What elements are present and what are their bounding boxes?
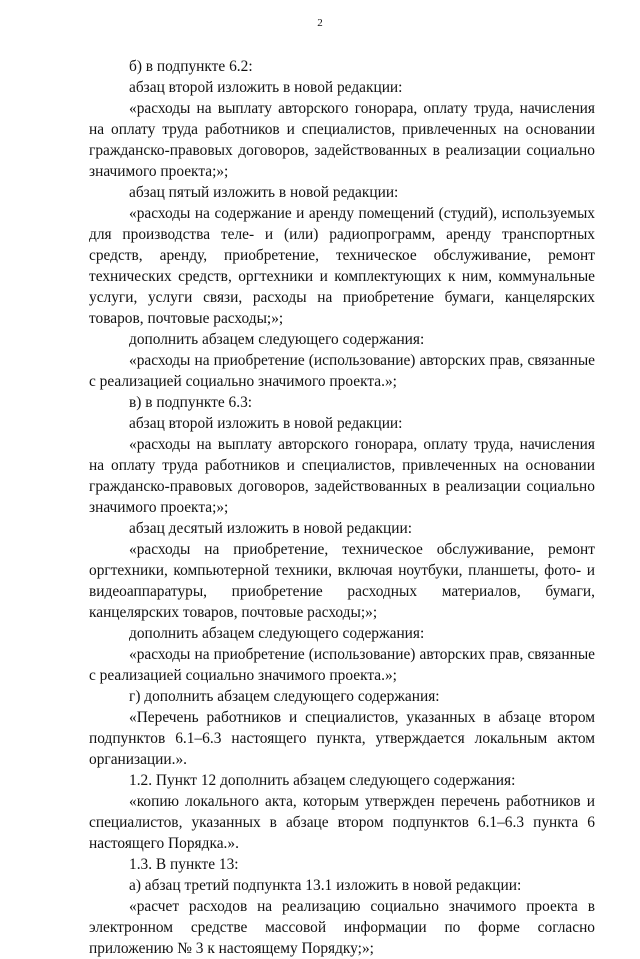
paragraph: «Перечень работников и специалистов, указанных в абзаце втором подпунктов 6.1–6.3 настоящего пункта, утверждается локальным актом организации.». <box>89 709 595 768</box>
paragraph: б) в подпункте 6.2: <box>129 58 253 75</box>
paragraph: абзац десятый изложить в новой редакции: <box>129 520 412 537</box>
paragraph: «расходы на выплату авторского гонорара, оплату труда, начисления на оплату труда работников и специалистов, привлеченных на основании гражданско-правовых договоров, задействованных в реализации социально значимого проекта;»; <box>89 100 595 180</box>
paragraph: в) в подпункте 6.3: <box>129 394 253 411</box>
paragraph: 1.3. В пункте 13: <box>129 856 239 873</box>
paragraph: «расходы на приобретение (использование) авторских прав, связанные с реализацией социально значимого проекта.»; <box>89 352 595 390</box>
paragraph: г) дополнить абзацем следующего содержания: <box>129 688 440 705</box>
paragraph: «расходы на содержание и аренду помещений (студий), используемых для производства теле- и (или) радиопрограмм, аренду транспортных средств, аренду, приобретение, техническое обслуживание, ремонт технических средств, оргтехники и комплектующих к ним, коммунальные услуги, услуги связи, расходы на приобретение бумаги, канцелярских товаров, почтовые расходы;»; <box>89 205 595 327</box>
paragraph: 1.2. Пункт 12 дополнить абзацем следующего содержания: <box>129 772 516 789</box>
paragraph: абзац второй изложить в новой редакции: <box>129 79 403 96</box>
document-body <box>89 56 595 959</box>
paragraph: дополнить абзацем следующего содержания: <box>129 331 425 348</box>
paragraph: дополнить абзацем следующего содержания: <box>129 625 425 642</box>
page-number: 2 <box>317 17 323 29</box>
paragraph: «расходы на выплату авторского гонорара, оплату труда, начисления на оплату труда работников и специалистов, привлеченных на основании гражданско-правовых договоров, задействованных в реализации социально значимого проекта;»; <box>89 436 595 516</box>
paragraph: «расчет расходов на реализацию социально значимого проекта в электронном средстве массовой информации по форме согласно приложению № 3 к настоящему Порядку;»; <box>89 898 595 957</box>
paragraph: абзац пятый изложить в новой редакции: <box>129 184 399 201</box>
paragraph: абзац второй изложить в новой редакции: <box>129 415 403 432</box>
paragraph: «копию локального акта, которым утвержден перечень работников и специалистов, указанных в абзаце втором подпунктов 6.1–6.3 пункта 6 настоящего Порядка.». <box>89 793 595 852</box>
paragraph: а) абзац третий подпункта 13.1 изложить в новой редакции: <box>129 877 522 894</box>
paragraph: «расходы на приобретение (использование) авторских прав, связанные с реализацией социально значимого проекта.»; <box>89 646 595 684</box>
paragraph: «расходы на приобретение, техническое обслуживание, ремонт оргтехники, компьютерной техники, включая ноутбуки, планшеты, фото- и видеоаппаратуры, приобретение расходных материалов, бумаги, канцелярских товаров, почтовые расходы;»; <box>89 541 595 621</box>
